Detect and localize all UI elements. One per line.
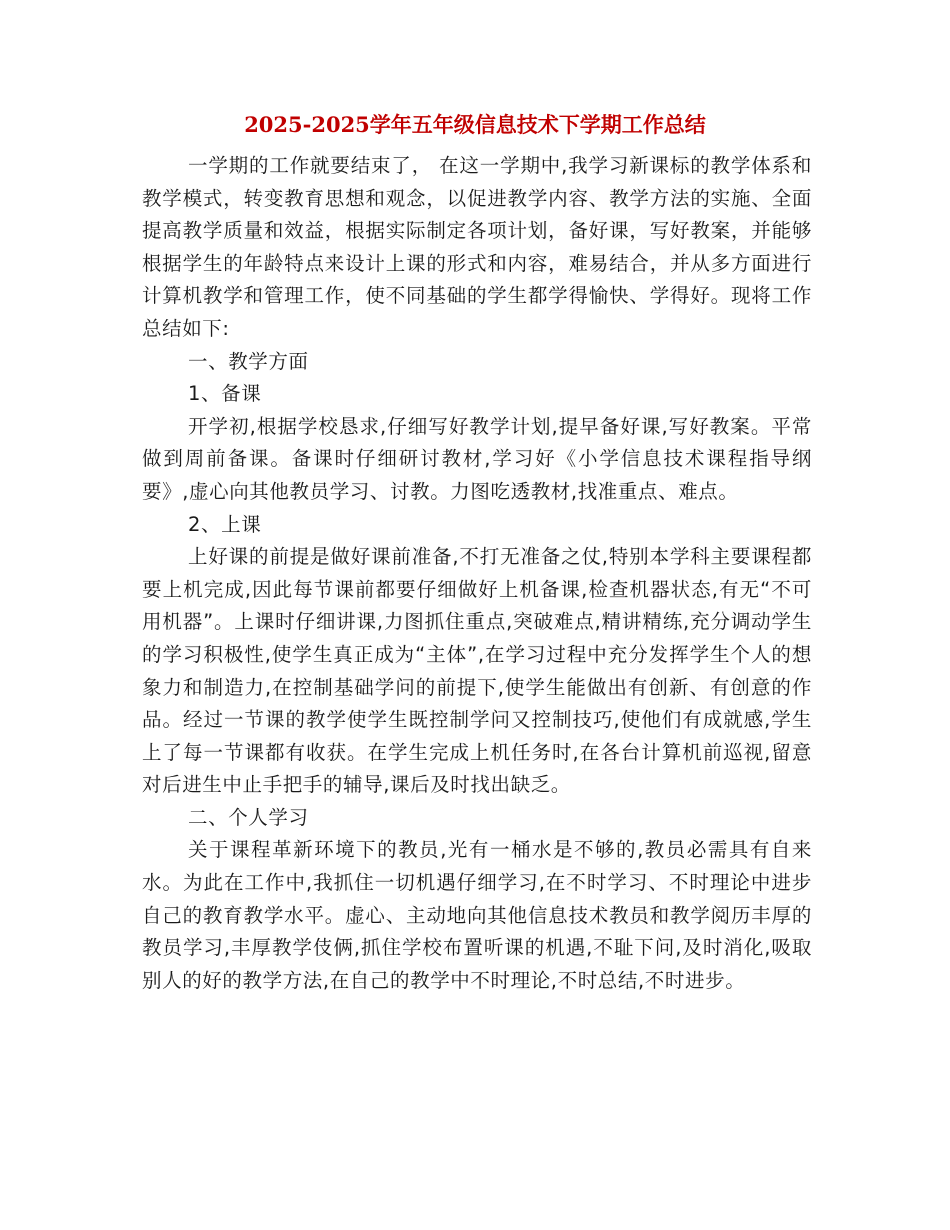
class-paragraph: 上好课的前提是做好课前准备,不打无准备之仗,特别本学科主要课程都要上机完成,因此每节课前都要仔细做好上机备课,检查机器状态,有无“不可用机器”。上课时仔细讲课,力图抓住重点,突破难点,精讲精练,充分调动学生的学习积极性,使学生真正成为“主体”,在学习过程中充分发挥学生个人的想象力和制造力,在控制基础学问的前提下,使学生能做出有创新、有创意的作品。经过一节课的教学使学生既控制学问又控制技巧,使他们有成就感,学生上了每一节课都有收获。在学生完成上机任务时,在各台计算机前巡视,留意对后进生中止手把手的辅导,课后及时找出缺乏。 xyxy=(142,545,812,797)
document-body xyxy=(142,150,812,997)
personal-study-paragraph: 关于课程革新环境下的教员,光有一桶水是不够的,教员必需具有自来水。为此在工作中,我抓住一切机遇仔细学习,在不时学习、不时理论中进步自己的教育教学水平。虚心、主动地向其他信息技术教员和教学阅历丰厚的教员学习,丰厚教学伎俩,抓住学校布置听课的机遇,不耻下问,及时消化,吸取别人的好的教学方法,在自己的教学中不时理论,不时总结,不时进步。 xyxy=(142,838,812,992)
intro-paragraph: 一学期的工作就要结束了， 在这一学期中,我学习新课标的教学体系和教学模式，转变教育思想和观念，以促进教学内容、教学方法的实施、全面提高教学质量和效益，根据实际制定各项计划，备好课，写好教案，并能够根据学生的年龄特点来设计上课的形式和内容，难易结合，并从多方面进行计算机教学和管理工作，使不同基础的学生都学得愉快、学得好。现将工作总结如下: xyxy=(142,154,812,340)
subsection-heading-lesson-prep: 1、备课 xyxy=(188,382,262,406)
document-title: 2025-2025学年五年级信息技术下学期工作总结 xyxy=(244,112,706,137)
section-heading-teaching: 一、教学方面 xyxy=(188,349,309,373)
lesson-prep-paragraph: 开学初,根据学校恳求,仔细写好教学计划,提早备好课,写好教案。平常做到周前备课。备课时仔细研讨教材,学习好《小学信息技术课程指导纲要》,虚心向其他教员学习、讨教。力图吃透教材,找准重点、难点。 xyxy=(142,414,812,503)
section-heading-personal-study: 二、个人学习 xyxy=(188,805,309,829)
subsection-heading-class: 2、上课 xyxy=(188,512,262,536)
